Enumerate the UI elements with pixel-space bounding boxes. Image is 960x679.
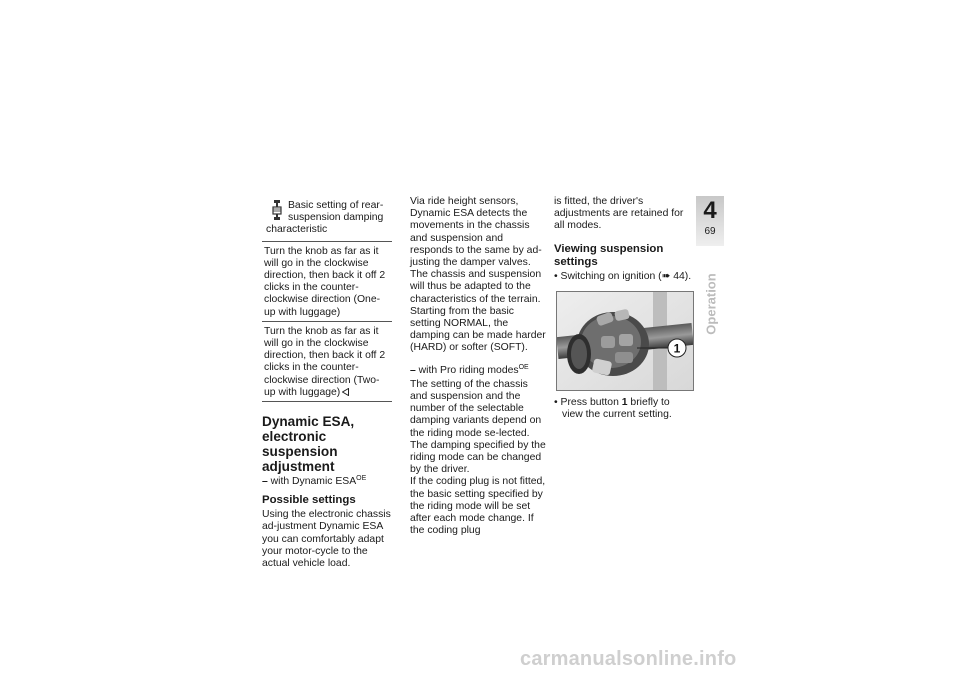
chapter-tab (696, 196, 724, 246)
paragraph: Starting from the basic setting NORMAL, the damping can be made harder (HARD) or softer (SOFT). (410, 305, 546, 354)
paragraph: The setting of the chassis and suspension and the number of the selectable damping variants depend on the riding mode se-lected. The damping specified by the riding mode can be changed by the driver. (410, 378, 546, 476)
spec-row-two-up: Turn the knob as far as it will go in the clockwise direction, then back it off 2 clicks in the counter-clockwise direction (Two-up with luggage) (262, 321, 392, 401)
chapter-label: Operation (703, 273, 719, 335)
chapter-number: 4 (703, 197, 717, 224)
subheading-possible-settings: Possible settings (262, 494, 356, 507)
bullet-press-button: • Press button 1 briefly to view the current setting. (554, 396, 672, 421)
column-3 (554, 196, 692, 421)
column-1 (262, 196, 392, 570)
section-heading-dynamic-esa: Dynamic ESA, electronic suspension adjustment (262, 414, 355, 475)
spec-table (262, 196, 392, 402)
spec-row-one-up: Turn the knob as far as it will go in the clockwise direction, then back it off 2 clicks in the counter-clockwise direction (One-up with luggage) (262, 241, 392, 321)
bullet-switch-ignition: • Switching on ignition (➠ 44). (554, 270, 692, 282)
dash-icon: – (262, 476, 268, 488)
oe-superscript: OE (518, 363, 529, 371)
paragraph: If the coding plug is not fitted, the basic setting specified by the riding mode will be set after each mode change. If the coding plug (410, 476, 546, 537)
arrow-right-icon: ➠ (661, 270, 671, 282)
section-heading-viewing-settings: Viewing suspension settings (554, 242, 664, 268)
spec-header-line-2: suspension damping (288, 212, 384, 224)
oe-note: – with Dynamic $ESA^{OE}$ (262, 475, 367, 488)
page-reference-link[interactable]: 44 (673, 270, 685, 282)
spec-header-line-3: characteristic (266, 224, 328, 236)
handlebar-switch-illustration (557, 292, 693, 390)
page-number: 69 (704, 226, 716, 237)
shock-absorber-icon (270, 200, 284, 220)
watermark-text: carmanualsonline.info (520, 648, 737, 670)
dash-icon: – (410, 364, 416, 376)
column-2 (410, 196, 546, 537)
paragraph: Via ride height sensors, Dynamic ESA detects the movements in the chassis and suspension and responds to the same by ad-justing the damper valves. The chassis and suspension will thus be adapted to the characteristics of the terrain. (410, 196, 542, 305)
paragraph: Using the electronic chassis ad-justment Dynamic ESA you can comfortably adapt your motor-cycle to the actual vehicle load. (262, 509, 391, 570)
oe-note: – with Pro riding modes$^{OE}$ (410, 363, 529, 376)
oe-superscript: OE (356, 475, 367, 483)
paragraph: is fitted, the driver's adjustments are retained for all modes. (554, 196, 684, 232)
callout-number: 1 (673, 341, 681, 356)
end-marker-icon (342, 388, 349, 396)
spec-table-header (262, 196, 392, 241)
handlebar-switch-photo (556, 291, 694, 391)
spec-header-line-1: Basic setting of rear- (288, 200, 384, 211)
